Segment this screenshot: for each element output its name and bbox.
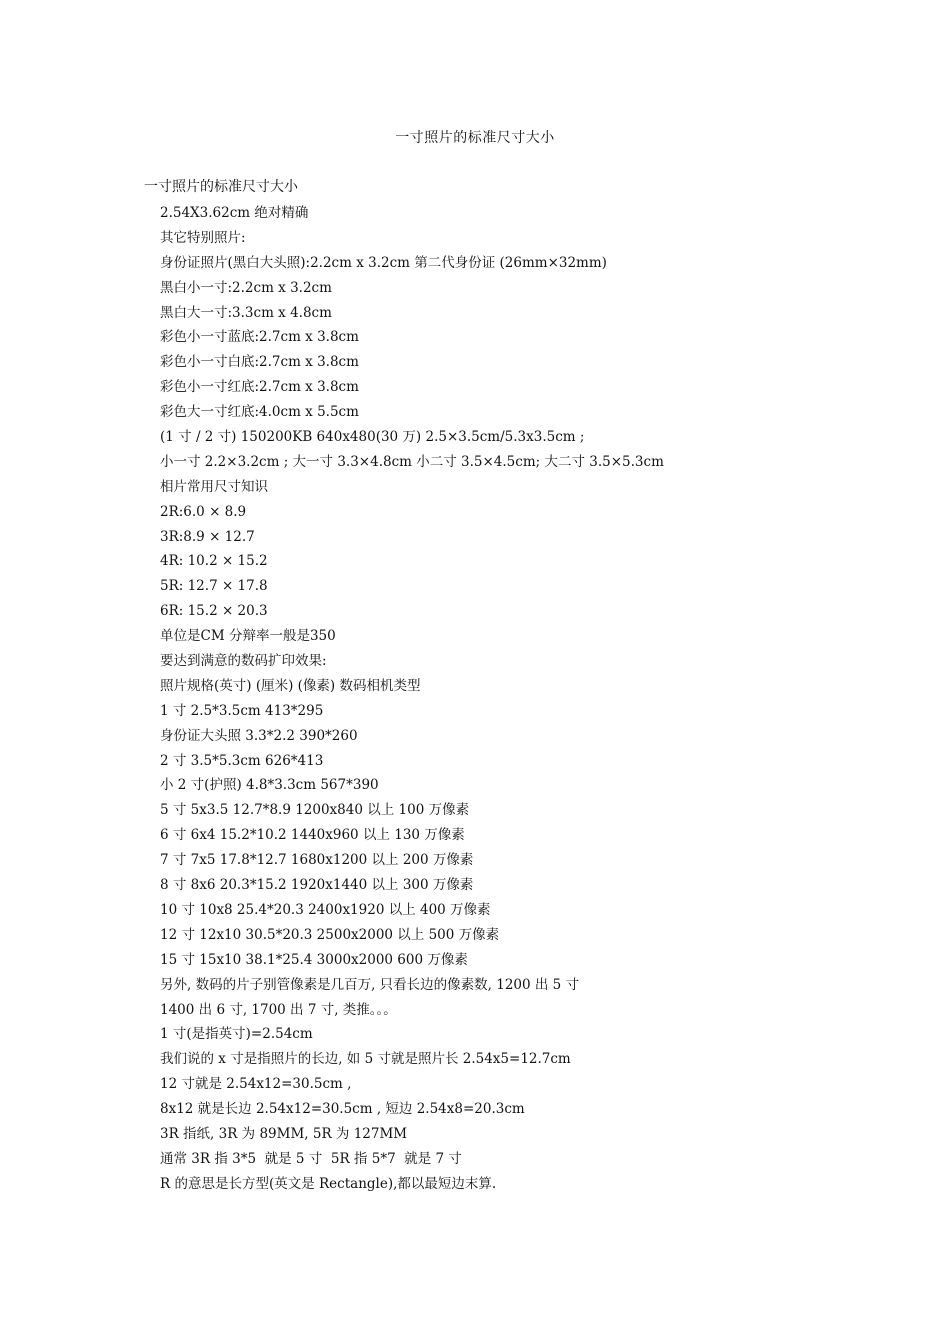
text-line: 相片常用尺寸知识 bbox=[160, 478, 268, 495]
text-line: (1 寸 / 2 寸) 150200KB 640x480(30 万) 2.5×3.5cm/5.3x3.5cm ; bbox=[160, 429, 585, 446]
text-line: 1 寸(是指英寸)=2.54cm bbox=[160, 1026, 313, 1043]
text-line: 12 寸就是 2.54x12=30.5cm , bbox=[160, 1076, 352, 1093]
text-line: 1 寸 2.5*3.5cm 413*295 bbox=[160, 702, 324, 719]
body-text bbox=[160, 201, 920, 1197]
text-line: 小 2 寸(护照) 4.8*3.3cm 567*390 bbox=[160, 777, 379, 794]
section-heading: 一寸照片的标准尺寸大小 bbox=[144, 179, 298, 195]
text-line: 彩色小一寸蓝底:2.7cm x 3.8cm bbox=[160, 329, 359, 346]
text-line: 彩色大一寸红底:4.0cm x 5.5cm bbox=[160, 404, 359, 421]
text-line: 10 寸 10x8 25.4*20.3 2400x1920 以上 400 万像素 bbox=[160, 901, 491, 918]
text-line: 身份证大头照 3.3*2.2 390*260 bbox=[160, 727, 358, 744]
page-title: 一寸照片的标准尺寸大小 bbox=[395, 130, 555, 146]
text-line: 5 寸 5x3.5 12.7*8.9 1200x840 以上 100 万像素 bbox=[160, 802, 470, 819]
text-line: 要达到满意的数码扩印效果: bbox=[160, 653, 327, 670]
text-line: 2R:6.0 × 8.9 bbox=[160, 503, 247, 520]
text-line: 我们说的 x 寸是指照片的长边, 如 5 寸就是照片长 2.54x5=12.7cm bbox=[160, 1051, 571, 1068]
text-line: 彩色小一寸红底:2.7cm x 3.8cm bbox=[160, 379, 359, 396]
text-line: 通常 3R 指 3*5 就是 5 寸 5R 指 5*7 就是 7 寸 bbox=[160, 1150, 462, 1167]
text-line: 6R: 15.2 × 20.3 bbox=[160, 603, 268, 620]
text-line: 1400 出 6 寸, 1700 出 7 寸, 类推。。。 bbox=[160, 1001, 397, 1018]
text-line: 另外, 数码的片子别管像素是几百万, 只看长边的像素数, 1200 出 5 寸 bbox=[160, 976, 580, 993]
text-line: 小一寸 2.2×3.2cm ; 大一寸 3.3×4.8cm 小二寸 3.5×4.5cm; 大二寸 3.5×5.3cm bbox=[160, 453, 664, 470]
text-line: 8 寸 8x6 20.3*15.2 1920x1440 以上 300 万像素 bbox=[160, 877, 474, 894]
text-line: 7 寸 7x5 17.8*12.7 1680x1200 以上 200 万像素 bbox=[160, 852, 474, 869]
text-line: 身份证照片(黑白大头照):2.2cm x 3.2cm 第二代身份证 (26mm×32mm) bbox=[160, 254, 607, 271]
text-line: R 的意思是长方型(英文是 Rectangle),都以最短边末算. bbox=[160, 1175, 497, 1192]
text-line: 6 寸 6x4 15.2*10.2 1440x960 以上 130 万像素 bbox=[160, 827, 465, 844]
text-line: 5R: 12.7 × 17.8 bbox=[160, 578, 268, 595]
text-line: 3R:8.9 × 12.7 bbox=[160, 528, 255, 545]
text-line: 单位是CM 分辩率一般是350 bbox=[160, 628, 336, 645]
text-line: 2.54X3.62cm 绝对精确 bbox=[160, 205, 309, 221]
text-line: 照片规格(英寸) (厘米) (像素) 数码相机类型 bbox=[160, 677, 421, 694]
text-line: 2 寸 3.5*5.3cm 626*413 bbox=[160, 752, 324, 769]
text-line: 彩色小一寸白底:2.7cm x 3.8cm bbox=[160, 354, 359, 371]
text-line: 3R 指纸, 3R 为 89MM, 5R 为 127MM bbox=[160, 1125, 408, 1142]
text-line: 黑白大一寸:3.3cm x 4.8cm bbox=[160, 304, 332, 321]
text-line: 其它特别照片: bbox=[160, 229, 246, 246]
text-line: 8x12 就是长边 2.54x12=30.5cm , 短边 2.54x8=20.3cm bbox=[160, 1101, 525, 1118]
text-line: 12 寸 12x10 30.5*20.3 2500x2000 以上 500 万像素 bbox=[160, 926, 500, 943]
text-line: 4R: 10.2 × 15.2 bbox=[160, 553, 268, 570]
text-line: 黑白小一寸:2.2cm x 3.2cm bbox=[160, 279, 332, 296]
text-line: 15 寸 15x10 38.1*25.4 3000x2000 600 万像素 bbox=[160, 951, 468, 968]
